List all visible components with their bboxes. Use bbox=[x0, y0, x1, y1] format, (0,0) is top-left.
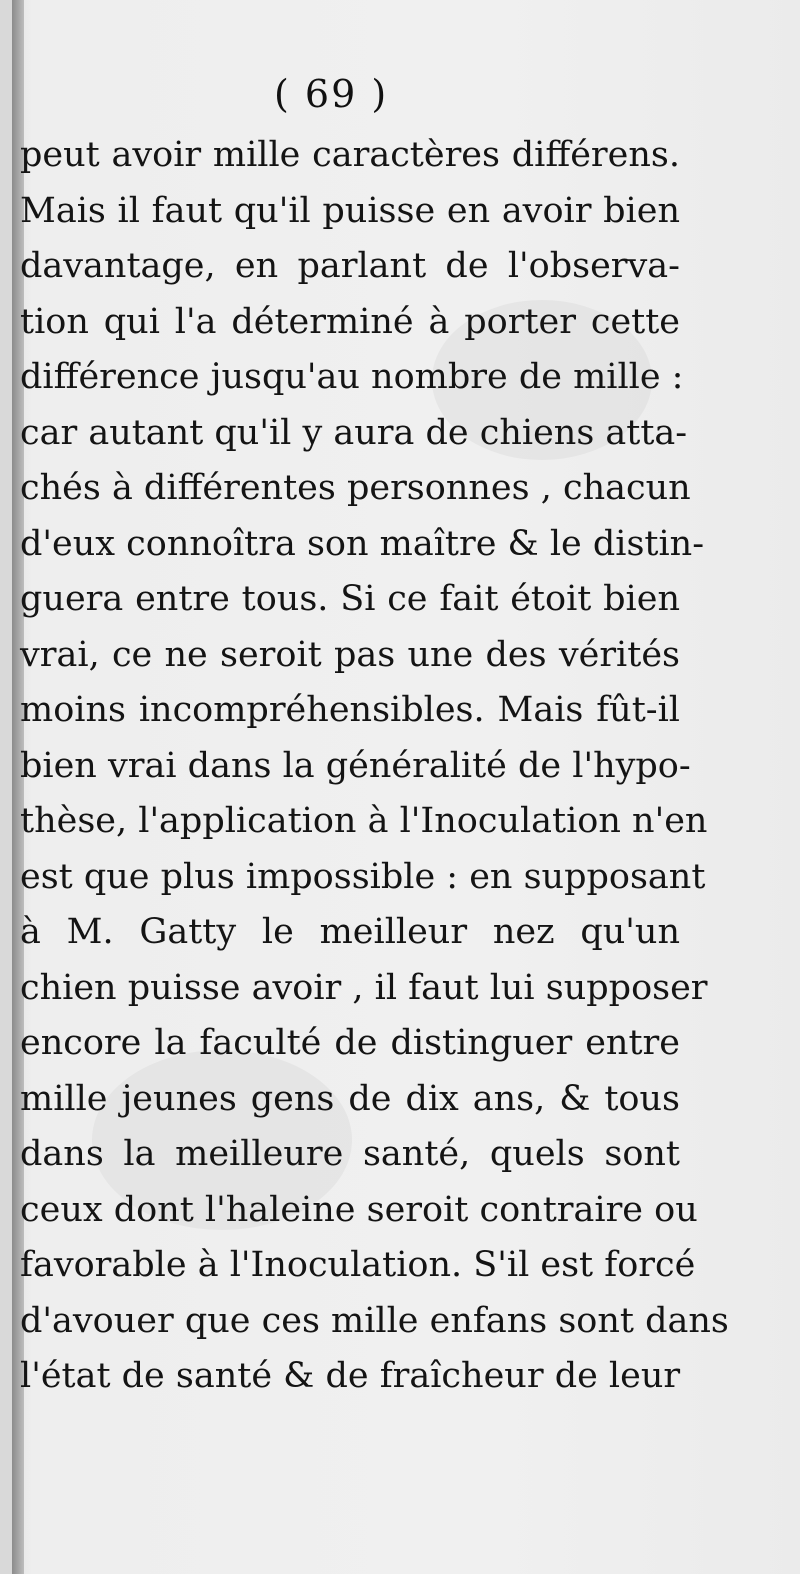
text-line: d'eux connoîtra son maître & le distin- bbox=[20, 523, 705, 564]
text-line: thèse, l'application à l'Inoculation n'en bbox=[20, 801, 708, 841]
text-line: l'état de santé & de fraîcheur de leur bbox=[20, 1356, 681, 1396]
text-line: dans la meilleure santé, quels sont bbox=[20, 1134, 680, 1174]
text-line: Mais il faut qu'il puisse en avoir bien bbox=[20, 190, 680, 231]
text-line: mille jeunes gens de dix ans, & tous bbox=[20, 1078, 680, 1119]
text-line: car autant qu'il y aura de chiens atta- bbox=[20, 412, 688, 453]
text-line: moins incompréhensibles. Mais fût-il bbox=[20, 690, 680, 730]
text-line: bien vrai dans la généralité de l'hypo- bbox=[20, 745, 691, 786]
text-line: tion qui l'a déterminé à porter cette bbox=[20, 301, 680, 342]
text-line: à M. Gatty le meilleur nez qu'un bbox=[20, 912, 680, 952]
text-line: est que plus impossible : en supposant bbox=[20, 856, 706, 897]
page-number: ( 69 ) bbox=[274, 72, 389, 116]
body-text bbox=[20, 128, 729, 1405]
text-line: encore la faculté de distinguer entre bbox=[20, 1023, 680, 1063]
text-line: chés à différentes personnes , chacun bbox=[20, 468, 691, 508]
text-line: chien puisse avoir , il faut lui supposer bbox=[20, 967, 708, 1008]
text-line: guera entre tous. Si ce fait étoit bien bbox=[20, 579, 680, 619]
book-page bbox=[12, 0, 800, 1574]
text-line: davantage, en parlant de l'observa- bbox=[20, 246, 680, 286]
text-line: peut avoir mille caractères différens. bbox=[20, 135, 680, 175]
text-line: vrai, ce ne seroit pas une des vérités bbox=[20, 634, 680, 675]
text-line: favorable à l'Inoculation. S'il est forcé bbox=[20, 1245, 696, 1285]
text-line: ceux dont l'haleine seroit contraire ou bbox=[20, 1189, 698, 1230]
text-line: différence jusqu'au nombre de mille : bbox=[20, 357, 684, 397]
text-line: d'avouer que ces mille enfans sont dans bbox=[20, 1300, 729, 1341]
